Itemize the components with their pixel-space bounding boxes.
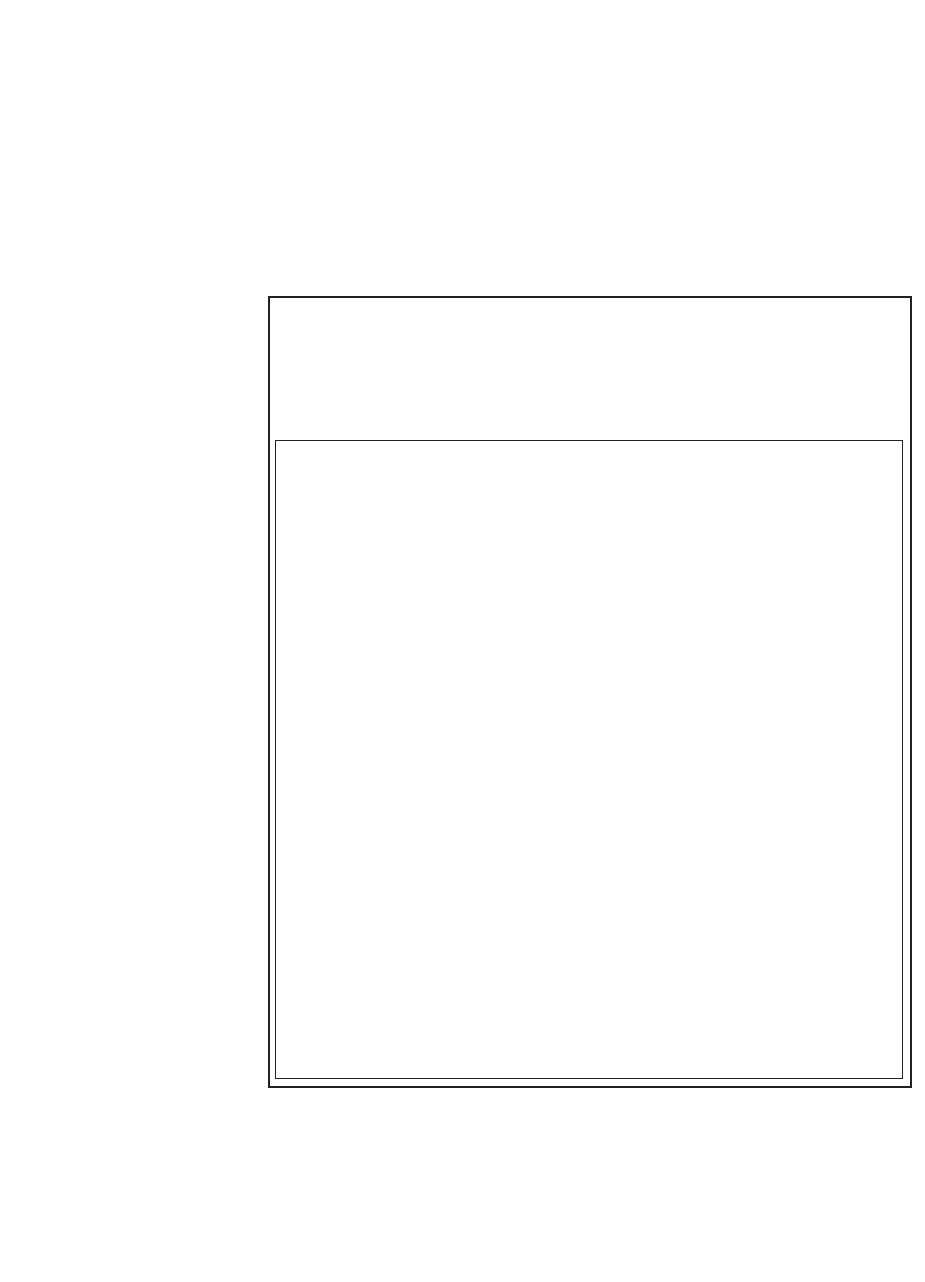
commentary-line	[280, 651, 896, 681]
commentary-line	[100, 84, 912, 114]
commentary-line	[100, 148, 912, 178]
commentary-line	[100, 213, 912, 243]
margin-line	[98, 936, 260, 970]
margin-line	[98, 732, 260, 766]
commentary-line	[280, 939, 896, 969]
commentary-line	[98, 1089, 913, 1119]
margin-line	[98, 1038, 260, 1072]
matn-line	[278, 370, 898, 400]
commentary-line	[280, 587, 896, 617]
margin-line	[98, 528, 260, 562]
commentary-line	[280, 715, 896, 745]
commentary-line	[280, 843, 896, 873]
margin-line	[98, 664, 260, 698]
margin-line	[98, 324, 260, 358]
commentary-line	[280, 491, 896, 521]
commentary-line	[280, 747, 896, 777]
matn-line	[278, 306, 898, 336]
margin-line	[98, 596, 260, 630]
margin-line	[98, 392, 260, 426]
commentary-line	[280, 811, 896, 841]
commentary-line	[100, 180, 912, 210]
commentary-line	[420, 258, 912, 288]
commentary-line	[280, 779, 896, 809]
margin-line	[98, 426, 260, 460]
margin-line	[98, 562, 260, 596]
commentary-line	[100, 116, 912, 146]
margin-line	[98, 800, 260, 834]
margin-line	[98, 766, 260, 800]
margin-line	[98, 460, 260, 494]
matn-line	[278, 338, 898, 368]
margin-line	[98, 868, 260, 902]
commentary-line	[100, 52, 912, 82]
commentary-line	[280, 459, 896, 489]
commentary-line	[280, 523, 896, 553]
commentary-line	[100, 258, 300, 288]
commentary-line	[280, 1003, 896, 1033]
margin-line	[98, 290, 260, 324]
commentary-line	[280, 555, 896, 585]
margin-line	[98, 358, 260, 392]
margin-line	[98, 970, 260, 1004]
margin-line	[98, 1004, 260, 1038]
margin-line	[98, 494, 260, 528]
matn-line	[278, 402, 898, 432]
commentary-line	[280, 971, 896, 1001]
margin-line	[98, 902, 260, 936]
commentary-line	[280, 619, 896, 649]
margin-line	[98, 834, 260, 868]
margin-line	[98, 698, 260, 732]
margin-line	[98, 630, 260, 664]
commentary-line	[280, 875, 896, 905]
commentary-line	[280, 907, 896, 937]
commentary-line	[280, 683, 896, 713]
